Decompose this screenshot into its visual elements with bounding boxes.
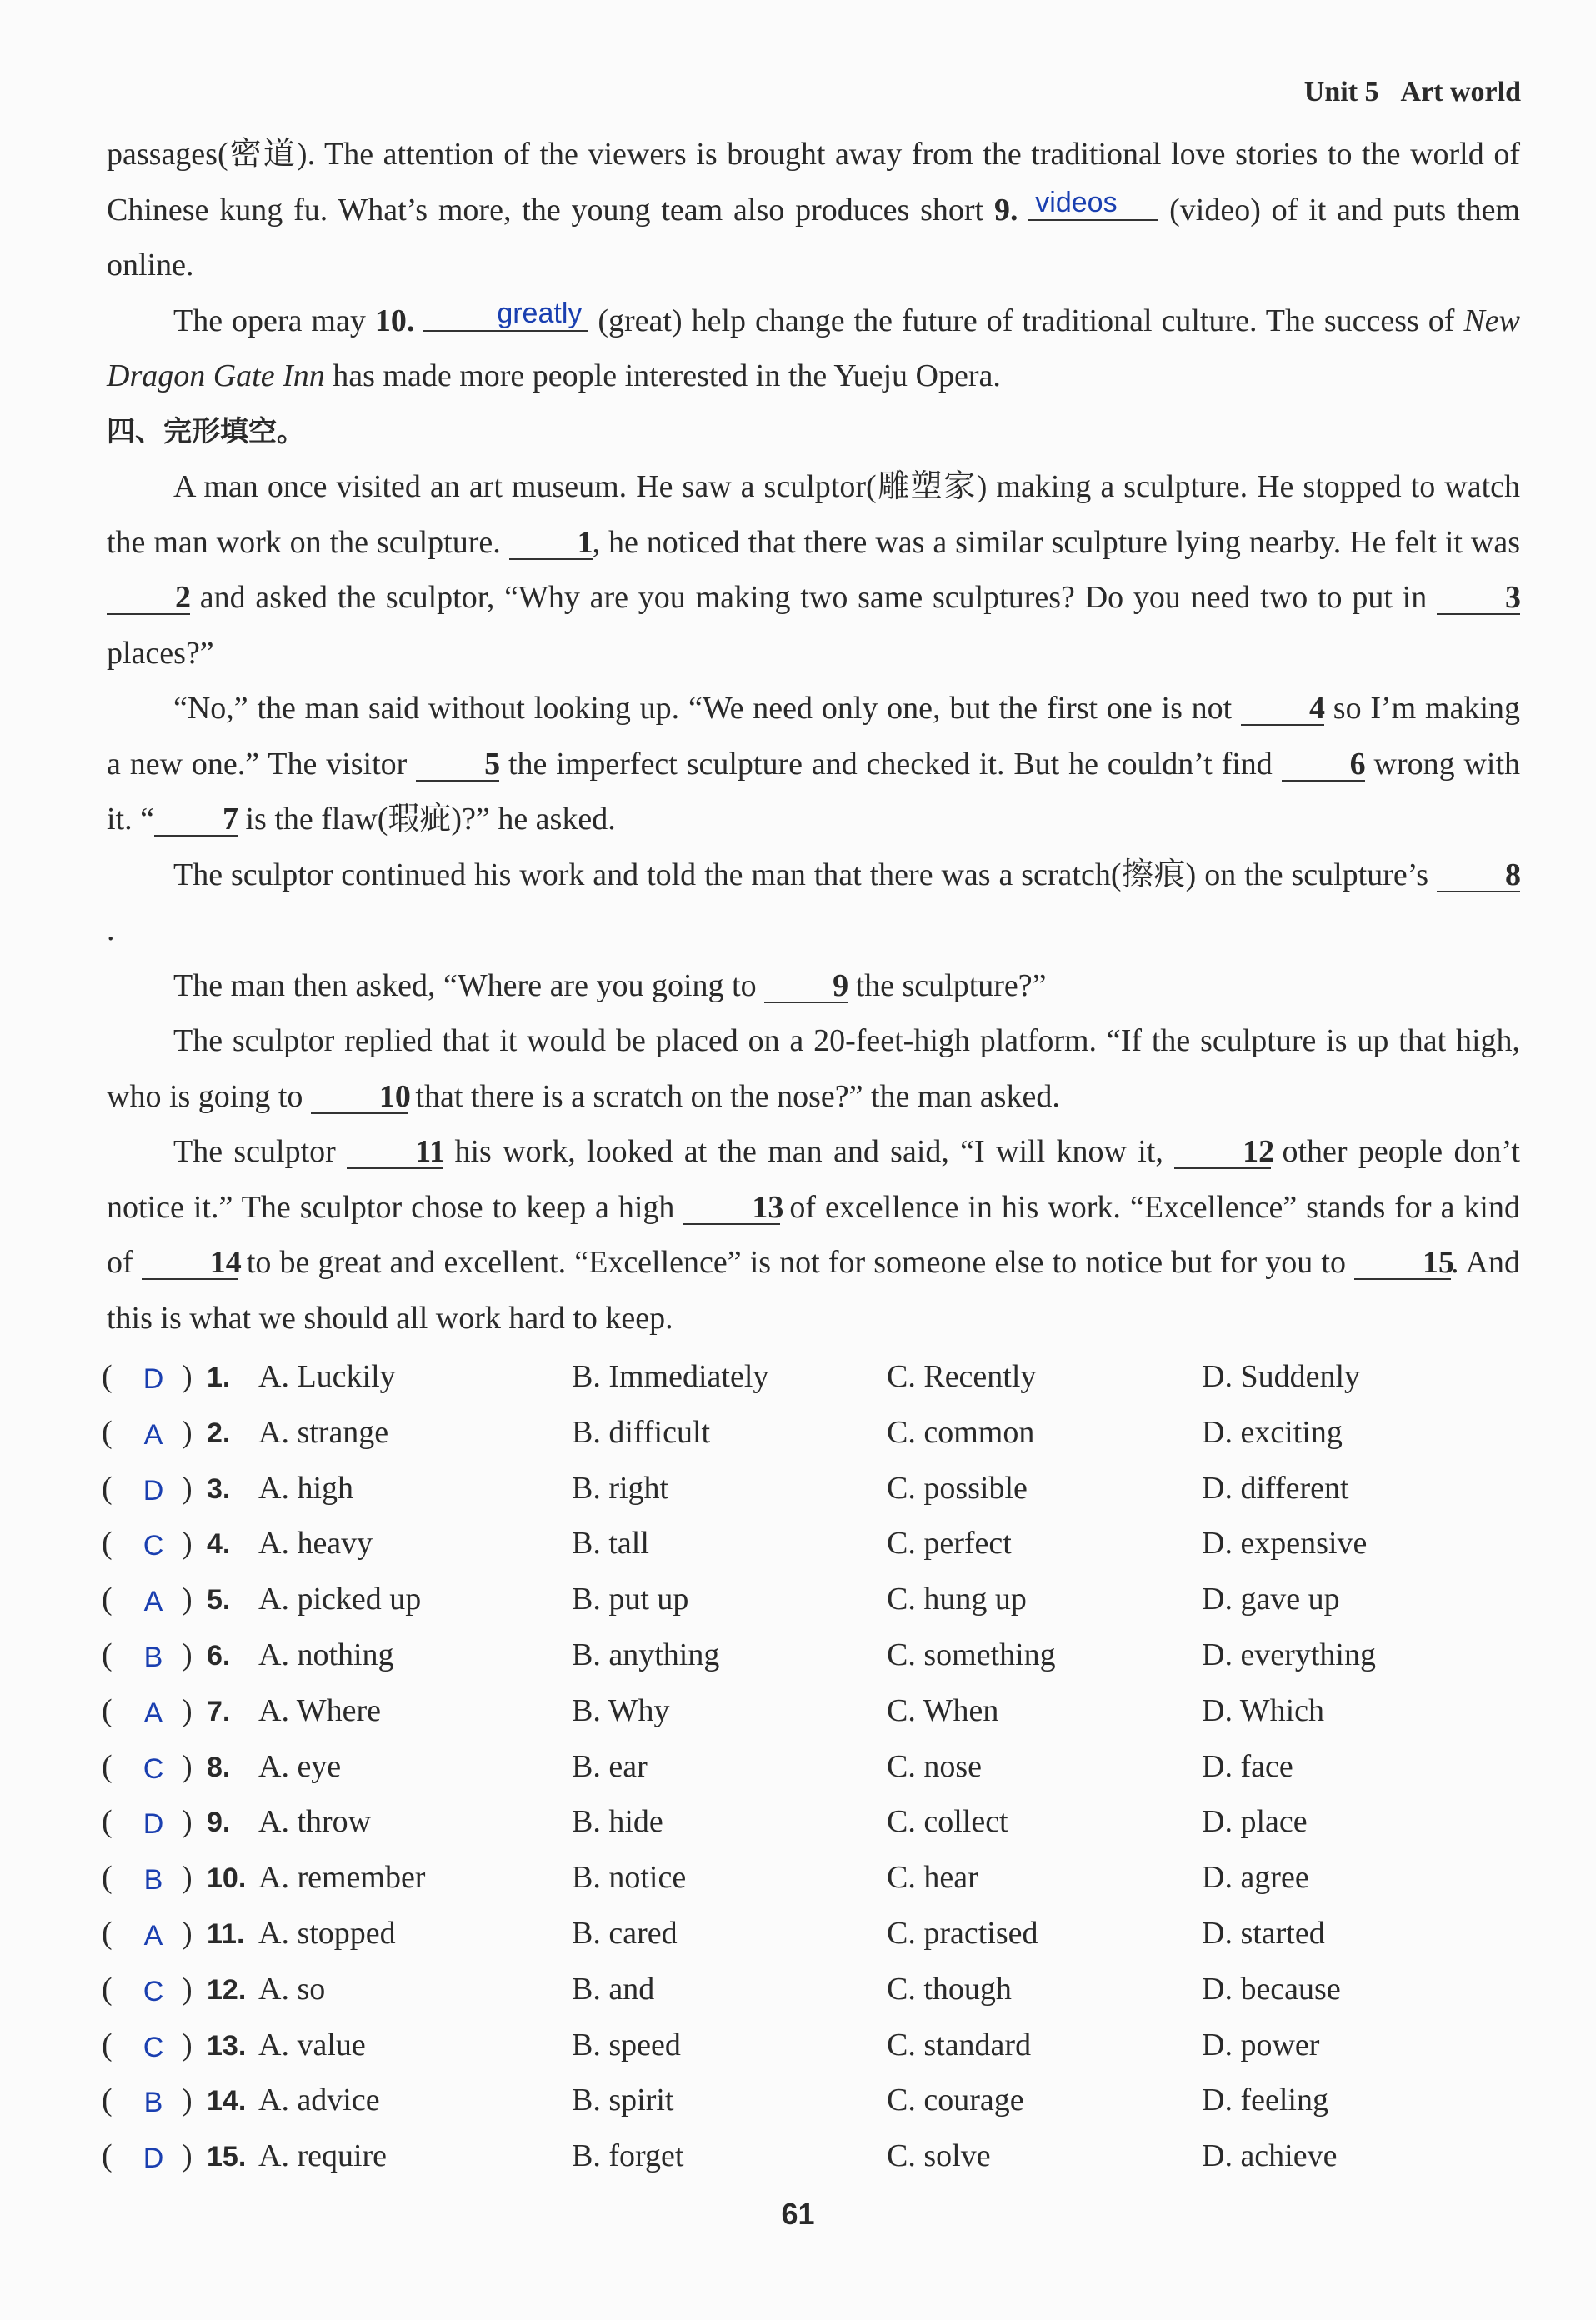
option-a[interactable]: A. so — [258, 1971, 326, 2007]
cloze-text: The sculptor continued his work and told the man that there was a scratch(擦痕) on the sculpture’s — [173, 857, 1437, 892]
option-d[interactable]: D. power — [1202, 2027, 1320, 2062]
option-a[interactable]: A. Luckily — [258, 1359, 396, 1394]
question-row — [102, 1686, 1518, 1742]
option-d[interactable]: D. gave up — [1202, 1582, 1340, 1618]
section-heading: 四、完形填空。 — [107, 414, 305, 448]
cloze-text: the sculpture?” — [848, 968, 1047, 1003]
cloze-text: wrong with it. “ — [107, 746, 1521, 837]
cloze-blank[interactable]: 4 — [1241, 692, 1324, 726]
question-number: 2. — [207, 1417, 231, 1449]
question-number: 11. — [207, 1918, 245, 1950]
option-a[interactable]: A. eye — [258, 1748, 342, 1784]
paren-open: ( — [102, 1414, 113, 1450]
question-number: 14. — [207, 2085, 247, 2118]
question-row — [102, 1742, 1518, 1798]
selected-answer[interactable]: A — [143, 1418, 163, 1451]
cloze-text: his work, looked at the man and said, “I will know it, — [443, 1134, 1175, 1169]
paren-close: ) — [182, 1915, 193, 1951]
option-b[interactable]: B. Why — [572, 1692, 670, 1728]
selected-answer[interactable]: C — [143, 1975, 164, 2008]
cloze-blank[interactable]: 8 — [1437, 859, 1520, 892]
selected-answer[interactable]: D — [143, 1474, 164, 1507]
option-b[interactable]: B. cared — [572, 1915, 678, 1951]
cloze-text: places?” — [107, 635, 214, 671]
question-number: 10. — [374, 302, 415, 338]
choice-list — [102, 1352, 1518, 2187]
cloze-text: . — [107, 912, 115, 948]
option-d[interactable]: D. place — [1202, 1804, 1308, 1840]
option-c[interactable]: C. When — [887, 1692, 999, 1728]
paren-close: ) — [182, 2027, 193, 2062]
paren-close: ) — [182, 2082, 193, 2118]
cloze-text: The man then asked, “Where are you going to — [173, 968, 765, 1003]
page-number: 61 — [781, 2197, 815, 2231]
selected-answer[interactable]: B — [143, 1864, 163, 1897]
paren-open: ( — [102, 2082, 113, 2118]
option-b[interactable]: B. put up — [572, 1582, 689, 1618]
option-c[interactable]: C. possible — [887, 1470, 1028, 1506]
paren-open: ( — [102, 1637, 113, 1672]
opera-title: New Dragon Gate Inn — [107, 302, 1521, 393]
option-c[interactable]: C. though — [887, 1971, 1012, 2007]
question-row — [102, 1797, 1518, 1852]
option-a[interactable]: A. remember — [258, 1860, 426, 1896]
passage-continuation — [107, 127, 1520, 1346]
option-a[interactable]: A. strange — [258, 1414, 389, 1450]
cloze-blank[interactable]: 5 — [416, 748, 499, 782]
option-a[interactable]: A. Where — [258, 1692, 382, 1728]
paren-close: ) — [182, 1582, 193, 1618]
selected-answer[interactable]: D — [143, 1363, 164, 1395]
unit-title: Art world — [1400, 77, 1521, 108]
question-row — [102, 1908, 1518, 1964]
cloze-text: is the flaw(瑕疵)?” he asked. — [237, 802, 616, 837]
paren-close: ) — [182, 1637, 193, 1672]
option-b[interactable]: B. and — [572, 1971, 655, 2007]
option-d[interactable]: D. expensive — [1202, 1526, 1368, 1562]
question-row — [102, 2020, 1518, 2076]
option-c[interactable]: C. standard — [887, 2027, 1032, 2062]
cloze-text: of excellence in his work. “Excellence” stands for a kind of — [107, 1189, 1520, 1280]
paren-open: ( — [102, 1804, 113, 1840]
question-row — [102, 2131, 1518, 2187]
unit-header — [1304, 77, 1521, 108]
question-number: 6. — [207, 1639, 231, 1672]
selected-answer[interactable]: A — [143, 1586, 163, 1618]
cloze-blank[interactable]: 9 — [764, 970, 848, 1003]
question-number: 7. — [207, 1695, 231, 1728]
passage-text: (video) of it and puts them online. — [107, 192, 1521, 282]
option-d[interactable]: D. started — [1202, 1915, 1325, 1951]
option-d[interactable]: D. everything — [1202, 1637, 1376, 1672]
passage-text: (great) help change the future of traditional culture. The success of — [598, 302, 1464, 338]
question-number: 12. — [207, 1973, 247, 2006]
option-c[interactable]: C. nose — [887, 1748, 982, 1784]
paren-open: ( — [102, 1526, 113, 1562]
option-b[interactable]: B. forget — [572, 2138, 684, 2174]
question-number: 8. — [207, 1751, 231, 1783]
option-d[interactable]: D. exciting — [1202, 1414, 1343, 1450]
question-row — [102, 1463, 1518, 1519]
cloze-text: A man once visited an art museum. He saw a sculptor(雕塑家) making a sculpture. He stopped to watch the man work on the sculpture. — [107, 469, 1520, 560]
option-b[interactable]: B. tall — [572, 1526, 649, 1562]
paragraph — [107, 127, 1520, 293]
paren-open: ( — [102, 1359, 113, 1394]
paren-close: ) — [182, 1748, 193, 1784]
question-row — [102, 1574, 1518, 1630]
option-d[interactable]: D. achieve — [1202, 2138, 1338, 2174]
cloze-blank[interactable]: 13 — [683, 1192, 780, 1225]
paren-close: ) — [182, 2138, 193, 2174]
paren-close: ) — [182, 1526, 193, 1562]
paren-open: ( — [102, 1915, 113, 1951]
option-d[interactable]: D. because — [1202, 1971, 1341, 2007]
cloze-text: . And this is what we should all work hard to keep. — [107, 1245, 1520, 1336]
option-a[interactable]: A. nothing — [258, 1637, 394, 1672]
cloze-paragraph — [107, 1124, 1520, 1346]
option-a[interactable]: A. stopped — [258, 1915, 396, 1951]
cloze-text: other people don’t notice it.” The sculptor chose to keep a high — [107, 1134, 1520, 1225]
option-c[interactable]: C. hear — [887, 1860, 978, 1896]
paren-open: ( — [102, 1692, 113, 1728]
paren-close: ) — [182, 1470, 193, 1506]
option-b[interactable]: B. anything — [572, 1637, 720, 1672]
question-row — [102, 1852, 1518, 1908]
paren-open: ( — [102, 2027, 113, 2062]
cloze-text: the imperfect sculpture and checked it. But he couldn’t find — [499, 746, 1282, 782]
paren-open: ( — [102, 2138, 113, 2174]
answer-blank-10[interactable]: greatly — [423, 297, 588, 332]
selected-answer[interactable]: D — [143, 2142, 164, 2175]
option-d[interactable]: D. face — [1202, 1748, 1293, 1784]
option-a[interactable]: A. advice — [258, 2082, 380, 2118]
option-d[interactable]: D. different — [1202, 1470, 1349, 1506]
selected-answer[interactable]: C — [143, 1752, 164, 1785]
selected-answer[interactable]: C — [143, 1530, 164, 1562]
question-number: 10. — [207, 1862, 247, 1895]
selected-answer[interactable]: D — [143, 1808, 164, 1841]
cloze-text: so I’m making a new one.” The visitor — [107, 691, 1521, 782]
question-number: 1. — [207, 1362, 231, 1393]
cloze-blank[interactable]: 6 — [1282, 748, 1365, 782]
option-b[interactable]: B. notice — [572, 1860, 687, 1896]
question-row — [102, 1964, 1518, 2020]
option-c[interactable]: C. Recently — [887, 1359, 1037, 1394]
paren-open: ( — [102, 1971, 113, 2007]
question-row — [102, 1630, 1518, 1686]
option-c[interactable]: C. practised — [887, 1915, 1038, 1951]
option-c[interactable]: C. collect — [887, 1804, 1008, 1840]
option-a[interactable]: A. high — [258, 1470, 353, 1506]
cloze-blank[interactable]: 11 — [347, 1136, 443, 1169]
cloze-paragraph — [107, 848, 1520, 958]
cloze-blank[interactable]: 15 — [1354, 1247, 1451, 1280]
option-a[interactable]: A. picked up — [258, 1582, 422, 1618]
option-b[interactable]: B. spirit — [572, 2082, 674, 2118]
cloze-blank[interactable]: 10 — [311, 1081, 408, 1114]
cloze-blank[interactable]: 12 — [1174, 1136, 1271, 1169]
paren-open: ( — [102, 1748, 113, 1784]
option-a[interactable]: A. require — [258, 2138, 388, 2174]
paren-open: ( — [102, 1860, 113, 1896]
option-d[interactable]: D. Which — [1202, 1692, 1325, 1728]
option-a[interactable]: A. throw — [258, 1804, 372, 1840]
option-b[interactable]: B. Immediately — [572, 1359, 769, 1394]
option-c[interactable]: C. something — [887, 1637, 1056, 1672]
answer-blank-9[interactable]: videos — [1028, 186, 1158, 221]
option-c[interactable]: C. perfect — [887, 1526, 1012, 1562]
option-a[interactable]: A. value — [258, 2027, 366, 2062]
question-number: 15. — [207, 2141, 247, 2173]
option-d[interactable]: D. Suddenly — [1202, 1359, 1360, 1394]
cloze-text: and asked the sculptor, “Why are you making two same sculptures? Do you need two to put in — [190, 580, 1437, 615]
cloze-blank[interactable]: 1 — [509, 527, 593, 560]
paren-open: ( — [102, 1582, 113, 1618]
option-b[interactable]: B. difficult — [572, 1414, 711, 1450]
passage-text: passages(密道). The attention of the viewers is brought away from the traditional love stories to the world of Chinese kung fu. What’s more, the young team also produces short — [107, 137, 1520, 228]
option-b[interactable]: B. ear — [572, 1748, 648, 1784]
option-b[interactable]: B. speed — [572, 2027, 681, 2062]
selected-answer[interactable]: B — [143, 1641, 163, 1673]
selected-answer[interactable]: B — [143, 2087, 163, 2119]
passage-text: The opera may — [173, 302, 375, 338]
cloze-text: The sculptor — [173, 1134, 348, 1169]
option-d[interactable]: D. feeling — [1202, 2082, 1328, 2118]
question-row — [102, 2075, 1518, 2131]
option-c[interactable]: C. courage — [887, 2082, 1024, 2118]
question-number: 9. — [993, 192, 1018, 228]
cloze-text: that there is a scratch on the nose?” the man asked. — [407, 1078, 1060, 1114]
option-c[interactable]: C. common — [887, 1414, 1035, 1450]
cloze-paragraph — [107, 1013, 1520, 1124]
question-number: 9. — [207, 1807, 231, 1839]
paren-close: ) — [182, 1692, 193, 1728]
cloze-paragraph — [107, 681, 1520, 848]
cloze-text: , he noticed that there was a similar sculpture lying nearby. He felt it was — [592, 524, 1520, 560]
cloze-blank[interactable]: 2 — [107, 582, 190, 615]
cloze-blank[interactable]: 14 — [142, 1247, 238, 1280]
option-c[interactable]: C. solve — [887, 2138, 991, 2174]
option-b[interactable]: B. right — [572, 1470, 669, 1506]
cloze-text: to be great and excellent. “Excellence” is not for someone else to notice but for you to — [238, 1245, 1355, 1280]
cloze-blank[interactable]: 7 — [154, 803, 238, 837]
paren-close: ) — [182, 1804, 193, 1840]
selected-answer[interactable]: A — [143, 1919, 163, 1952]
cloze-text: “No,” the man said without looking up. “We need only one, but the first one is not — [173, 691, 1242, 726]
question-row — [102, 1518, 1518, 1574]
option-b[interactable]: B. hide — [572, 1804, 663, 1840]
question-number: 4. — [207, 1528, 231, 1561]
question-number: 3. — [207, 1472, 231, 1505]
selected-answer[interactable]: C — [143, 2031, 164, 2063]
option-c[interactable]: C. hung up — [887, 1582, 1027, 1618]
paren-close: ) — [182, 1359, 193, 1394]
paren-close: ) — [182, 1971, 193, 2007]
paren-open: ( — [102, 1470, 113, 1506]
question-number: 13. — [207, 2029, 247, 2062]
cloze-blank[interactable]: 3 — [1437, 582, 1520, 615]
option-a[interactable]: A. heavy — [258, 1526, 373, 1562]
cloze-paragraph — [107, 459, 1520, 681]
selected-answer[interactable]: A — [143, 1697, 163, 1729]
passage-text: has made more people interested in the Yueju Opera. — [324, 358, 1001, 393]
question-row — [102, 1352, 1518, 1408]
paragraph — [107, 293, 1520, 404]
paren-close: ) — [182, 1414, 193, 1450]
question-row — [102, 1408, 1518, 1463]
question-number: 5. — [207, 1584, 231, 1617]
cloze-text: The sculptor replied that it would be placed on a 20-feet-high platform. “If the sculpture is up that high, who is going to — [107, 1023, 1520, 1114]
paren-close: ) — [182, 1860, 193, 1896]
cloze-paragraph — [107, 958, 1520, 1014]
unit-label: Unit 5 — [1303, 77, 1379, 108]
option-d[interactable]: D. agree — [1202, 1860, 1309, 1896]
